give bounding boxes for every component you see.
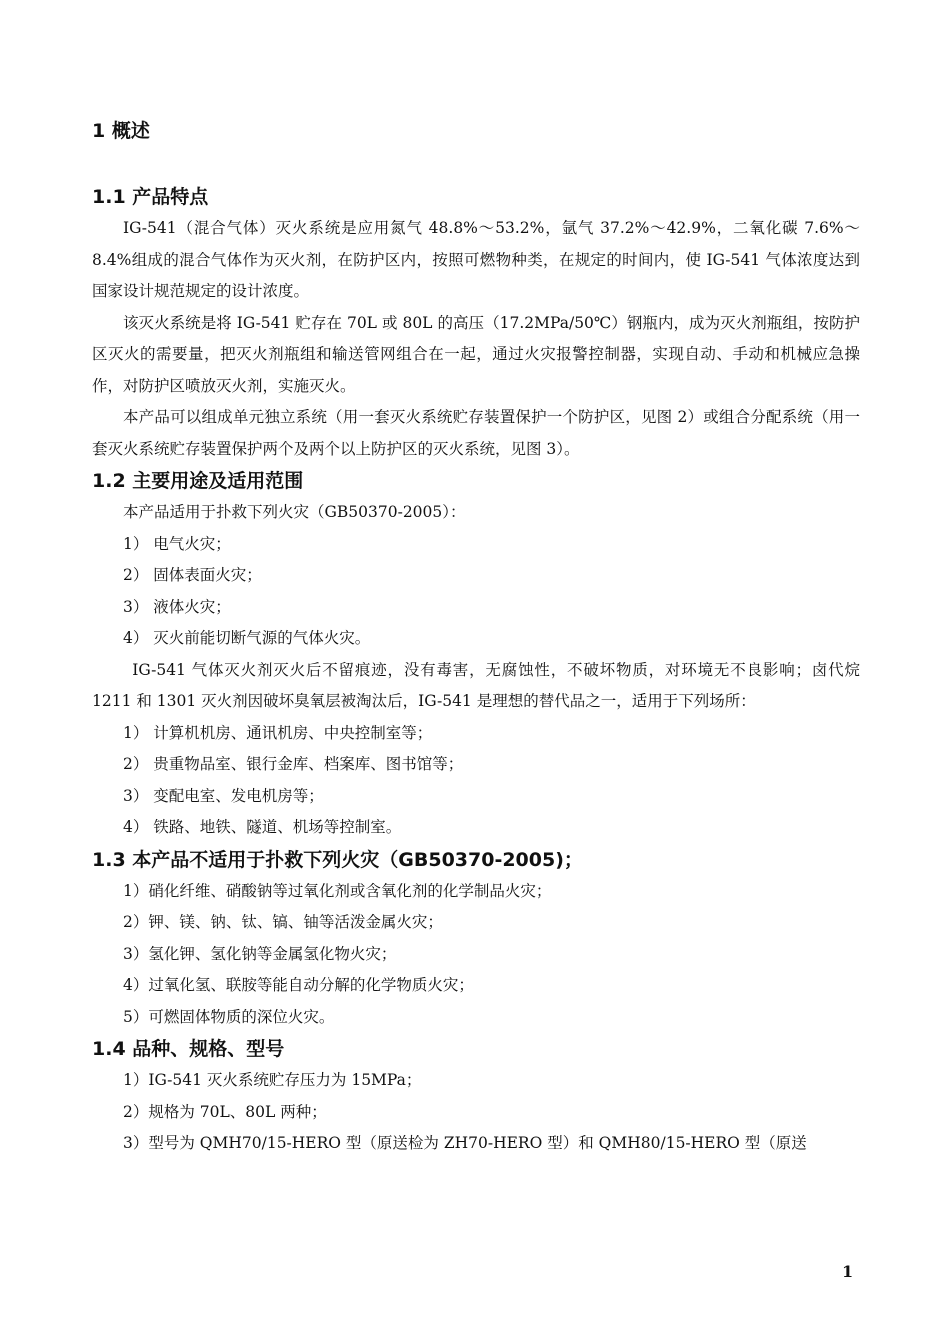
paragraph-1-1-system: 该灭火系统是将 IG-541 贮存在 70L 或 80L 的高压（17.2MPa/50℃）钢瓶内，成为灭火剂瓶组，按防护区灭火的需要量，把灭火剂瓶组和输送管网组合在一起，通过火灾报警控制器，实现自动、手动和机械应急操作，对防护区喷放灭火剂，实施灭火。 — [92, 313, 860, 395]
list-item-fire-type: 4） 灭火前能切断气源的气体火灾。 — [123, 629, 371, 647]
list-item-fire-type: 3） 液体火灾； — [123, 597, 231, 616]
paragraph-1-1-configuration: 本产品可以组成单元独立系统（用一套灭火系统贮存装置保护一个防护区，见图 2）或组合分配系统（用一套灭火系统贮存装置保护两个及两个以上防护区的灭火系统，见图 3）。 — [92, 408, 860, 458]
page-number: 1 — [842, 1262, 854, 1281]
list-item-unsuitable: 2）钾、镁、钠、钛、镐、铀等活泼金属火灾； — [123, 913, 443, 931]
list-item-unsuitable: 5）可燃固体物质的深位火灾。 — [123, 1007, 335, 1026]
list-item-unsuitable: 3）氢化钾、氢化钠等金属氢化物火灾； — [123, 944, 397, 963]
list-item-place: 1） 计算机机房、通讯机房、中央控制室等； — [123, 723, 433, 742]
list-item-spec: 3）型号为 QMH70/15-HERO 型（原送检为 ZH70-HERO 型）和 QMH80/15-HERO 型（原送 — [123, 1134, 807, 1152]
paragraph-1-2-intro: 本产品适用于扑救下列火灾（GB50370-2005）： — [123, 503, 466, 521]
paragraph-1-2-advantages: IG-541 气体灭火剂灭火后不留痕迹，没有毒害，无腐蚀性，不破坏物质，对环境无不良影响；卤代烷 1211 和 1301 灭火剂因破坏臭氧层被淘汰后，IG-541 是理想的替代品之一，适用于下列场所： — [92, 660, 860, 710]
list-item-place: 2） 贵重物品室、银行金库、档案库、图书馆等； — [123, 755, 464, 773]
page-content — [92, 115, 860, 1160]
list-item-place: 4） 铁路、地铁、隧道、机场等控制室。 — [123, 818, 402, 836]
list-item-spec: 1）IG-541 灭火系统贮存压力为 15MPa； — [123, 1071, 422, 1089]
list-item-place: 3） 变配电室、发电机房等； — [123, 786, 324, 805]
list-item-spec: 2）规格为 70L、80L 两种； — [123, 1102, 327, 1121]
chapter-heading-overview: 1 概述 — [92, 120, 150, 142]
list-item-fire-type: 2） 固体表面火灾； — [123, 566, 262, 584]
section-heading-1-2: 1.2 主要用途及适用范围 — [92, 470, 304, 492]
section-heading-1-4: 1.4 品种、规格、型号 — [92, 1038, 285, 1060]
paragraph-1-1-composition: IG-541（混合气体）灭火系统是应用氮气 48.8%～53.2%，氩气 37.2%～42.9%，二氧化碳 7.6%～8.4%组成的混合气体作为灭火剂，在防护区内，按照可燃物种类，在规定的时间内，使 IG-541 气体浓度达到国家设计规范规定的设计浓度。 — [92, 219, 861, 300]
section-heading-1-3: 1.3 本产品不适用于扑救下列火灾（GB50370-2005)； — [92, 848, 583, 871]
section-heading-1-1: 1.1 产品特点 — [92, 186, 209, 208]
list-item-fire-type: 1） 电气火灾； — [123, 534, 231, 553]
list-item-unsuitable: 4）过氧化氢、联胺等能自动分解的化学物质火灾； — [123, 976, 474, 994]
list-item-unsuitable: 1）硝化纤维、硝酸钠等过氧化剂或含氧化剂的化学制品火灾； — [123, 881, 552, 900]
